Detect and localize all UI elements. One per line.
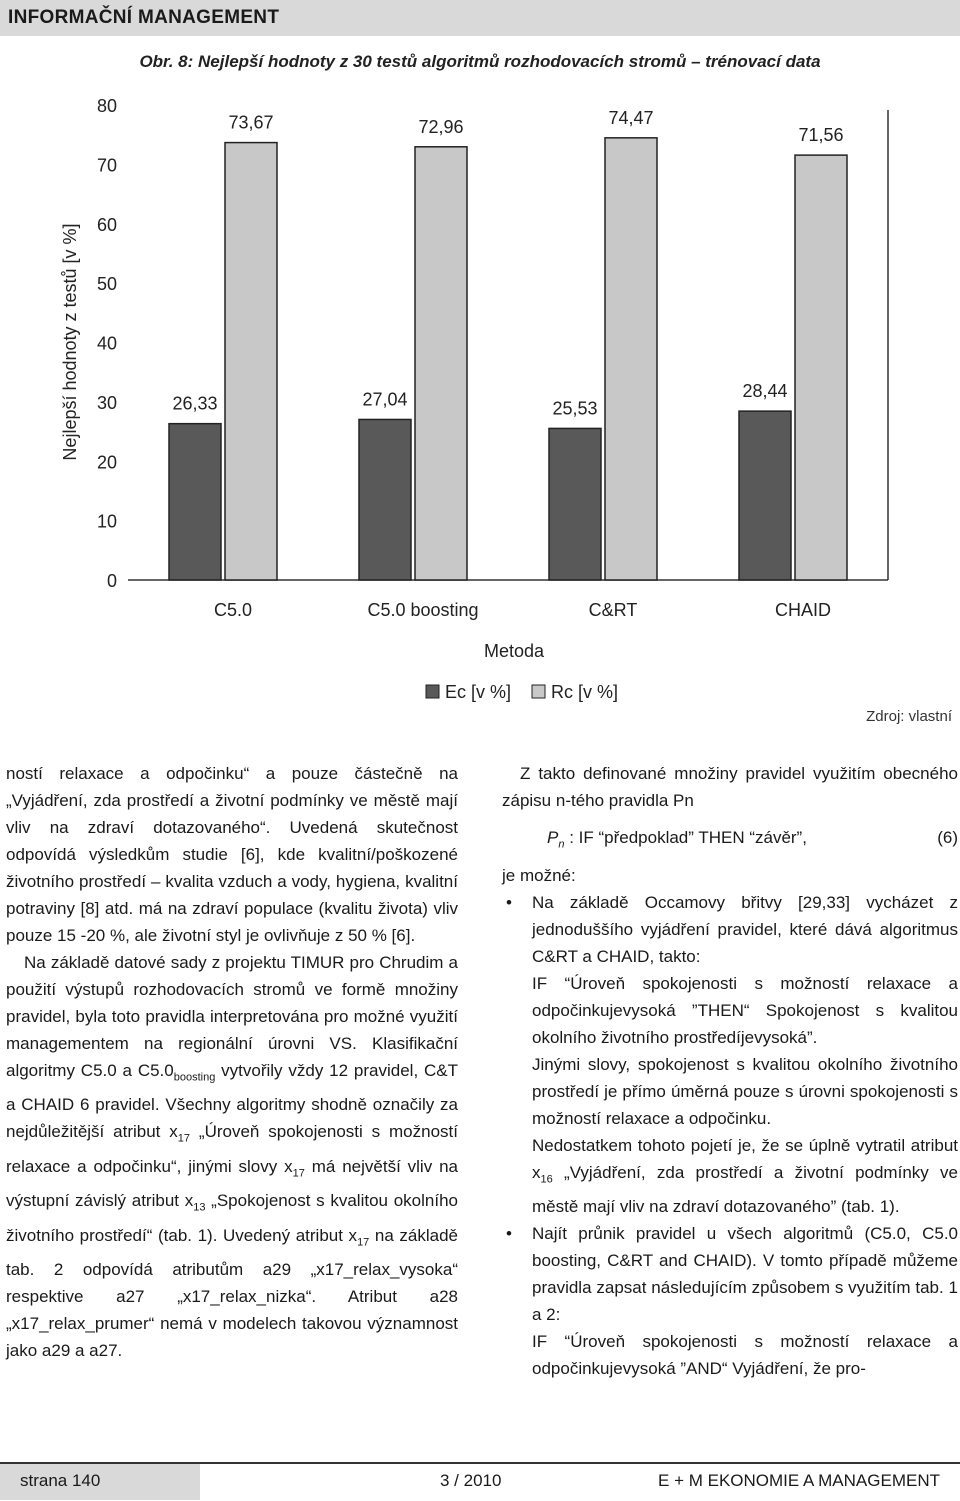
figure-source: Zdroj: vlastní — [866, 708, 952, 725]
formula-number: (6) — [937, 828, 958, 847]
right-column — [502, 760, 958, 1382]
bullet-icon: • — [506, 893, 512, 912]
bar-rc — [415, 147, 467, 580]
bullet-item-2: • Najít průnik pravidel u všech algoritmů (C5.0, C5.0 boosting, C&RT and CHAID). V tomto případě můžeme pravidla zapsat následujícím způsobem s využitím tab. 1 a 2: IF “Úroveň spokojenosti s možností relaxace a odpočinkujevysoká ”AND“ Vyjádření, že pro- — [502, 1220, 958, 1382]
paragraph-1: ností relaxace a odpočinku“ a pouze částečně na „Vyjádření, zda prostředí a životní podmínky ve městě mají vliv na zdraví dotazovaného“. Uvedená skutečnost odpovídá výsledkům studie [6], kde kvalitní/poškozené životního prostředí – kvalita vzduch a vody, hygiena, kvalitní potraviny [8] atd. má na zdraví populace (kvalitu života) vliv pouze 15 -20 %, ale životní styl je ovlivňuje z 50 % [6]. — [6, 764, 458, 945]
left-column — [6, 760, 458, 1364]
figure-title: Obr. 8: Nejlepší hodnoty z 30 testů algoritmů rozhodovacích stromů – trénovací data — [139, 52, 821, 71]
data-label: 71,56 — [798, 125, 844, 146]
bar-chart — [0, 0, 960, 720]
issue-number: 3 / 2010 — [440, 1471, 502, 1490]
y-tick-label: 20 — [96, 452, 117, 473]
x-axis-label: Metoda — [483, 641, 545, 661]
rule-2: IF “Úroveň spokojenosti s možností relaxace a odpočinkujevysoká ”AND“ Vyjádření, že pro- — [532, 1332, 958, 1379]
legend-label: Rc [v %] — [551, 682, 619, 702]
rule-1: IF “Úroveň spokojenosti s možností relaxace a odpočinkujevysoká ”THEN“ Spokojenost s kvalitou okolního životního prostředíjevysoká”. — [532, 974, 958, 1047]
bullet-1-para-3: Nedostatkem tohoto pojetí je, že se úplně vytratil atribut $x_{16}$ „Vyjádření, zda prostředí a životní podmínky ve městě mají vliv na zdraví dotazovaného” (tab. 1). — [532, 1136, 958, 1217]
y-tick-label: 80 — [96, 96, 117, 116]
y-axis-label: Nejlepší hodnoty z testů [v %] — [60, 223, 80, 461]
bar-rc — [225, 143, 277, 580]
bar-ec — [739, 411, 791, 580]
bar-ec — [549, 428, 601, 580]
data-label: 74,47 — [608, 107, 654, 128]
data-label: 27,04 — [362, 389, 408, 410]
journal-name: E + M EKONOMIE A MANAGEMENT — [658, 1471, 940, 1490]
y-tick-label: 40 — [96, 333, 117, 354]
data-label: 72,96 — [418, 116, 464, 137]
intro-paragraph: Z takto definované množiny pravidel využitím obecného zápisu n-tého pravidla Pn — [502, 764, 958, 810]
bar-rc — [795, 155, 847, 580]
data-label: 25,53 — [552, 398, 598, 419]
y-tick-label: 70 — [96, 155, 117, 176]
y-tick-label: 10 — [96, 511, 117, 532]
section-title: INFORMAČNÍ MANAGEMENT — [8, 7, 280, 28]
data-label: 73,67 — [228, 112, 274, 133]
legend-label: Ec [v %] — [445, 682, 512, 702]
bar-rc — [605, 138, 657, 580]
paragraph-2: Na základě datové sady z projektu TIMUR pro Chrudim a použití výstupů rozhodovacích stromů ve formě množiny pravidel, byla toto pravidla interpretována pro možné využití managementem na regionální úrovni VS. Klasifikační algoritmy C5.0 a $C5.0_{boosting}$ vytvořily vždy 12 pravidel, C&T a CHAID 6 pravidel. Všechny algoritmy shodně označily za nejdůležitější atribut $x_{17}$ „Úroveň spokojenosti s možností relaxace a odpočinku“, jinými slovy $x_{17}$ má největší vliv na výstupní závislý atribut $x_{13}$ „Spokojenost s kvalitou okolního životního prostředí“ (tab. 1). Uvedený atribut $x_{17}$ na základě tab. 2 odpovídá atributům a29 „x17_relax_vysoka“ respektive a27 „x17_relax_nizka“. Atribut a28 „x17_relax_prumer“ nemá v modelech takovou významnost jako a29 a a27. — [6, 953, 459, 1360]
legend-swatch — [426, 685, 439, 698]
y-tick-label: 50 — [96, 274, 117, 295]
bullet-icon: • — [506, 1224, 512, 1244]
x-tick-label: C5.0 — [213, 600, 253, 620]
data-label: 28,44 — [742, 381, 788, 402]
legend-swatch — [532, 685, 545, 698]
y-tick-label: 30 — [96, 392, 117, 413]
formula-6: $P_n$ : IF “předpoklad” THEN “závěr”, (6) — [502, 822, 958, 852]
bar-ec — [359, 419, 411, 580]
page-number: strana 140 — [20, 1471, 101, 1490]
bar-ec — [169, 424, 221, 580]
bullet-1-para-2: Jinými slovy, spokojenost s kvalitou okolního životního prostředí je přímo úměrná pouze s úrovni spokojenosti s možností relaxace a odpočinku. — [532, 1055, 958, 1128]
je-mozne: je možné: — [502, 866, 576, 885]
x-tick-label: C5.0 boosting — [367, 600, 479, 620]
y-tick-label: 0 — [106, 571, 117, 591]
y-tick-label: 60 — [96, 214, 117, 235]
bullet-item-1: • Na základě Occamovy břitvy [29,33] vycházet z jednoduššího vyjádření pravidel, které dává algoritmus C&RT a CHAID, takto: IF “Úroveň spokojenosti s možností relaxace a odpočinkujevysoká ”THEN“ Spokojenost s kvalitou okolního životního prostředíjevysoká”. Jinými slovy, spokojenost s kvalitou okolního životního prostředí je přímo úměrná pouze s úrovni spokojenosti s možností relaxace a odpočinku. Nedostatkem tohoto pojetí je, že se úplně vytratil atribut $x_{16}$ „Vyjádření, zda prostředí a životní podmínky ve městě mají vliv na zdraví dotazovaného” (tab. 1). — [502, 889, 958, 1220]
data-label: 26,33 — [172, 393, 218, 414]
x-tick-label: CHAID — [774, 600, 832, 620]
x-tick-label: C&RT — [588, 600, 638, 620]
